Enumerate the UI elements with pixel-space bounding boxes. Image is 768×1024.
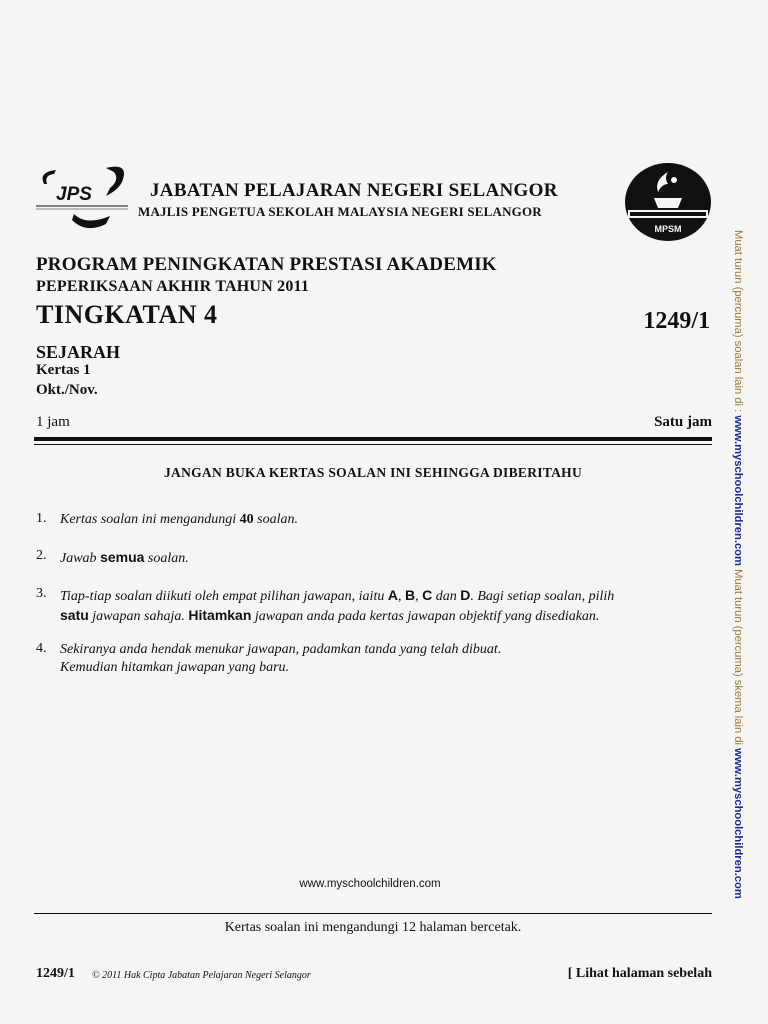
side-text: Muat turun (percuma) soalan lain di :	[732, 230, 744, 416]
instruction-number: 4.	[36, 641, 47, 656]
paper-number: Kertas 1	[36, 362, 91, 378]
instruction-number: 1.	[36, 511, 47, 526]
instruction-2	[36, 548, 189, 568]
instruction-text: Kemudian hitamkan jawapan yang baru.	[60, 660, 290, 675]
option-c: C	[422, 587, 433, 603]
program-title: PROGRAM PENINGKATAN PRESTASI AKADEMIK	[36, 254, 497, 275]
option-a: A	[387, 587, 398, 603]
instruction-bold: 40	[239, 512, 254, 527]
instruction-text: ,	[397, 589, 405, 604]
instruction-text: soalan.	[253, 512, 299, 527]
next-page-note: [ Lihat halaman sebelah	[567, 966, 712, 981]
form-level: TINGKATAN 4	[36, 300, 218, 329]
duration-short: 1 jam	[36, 414, 70, 430]
side-link[interactable]: www.myschoolchildren.com	[732, 415, 744, 566]
option-b: B	[404, 587, 416, 603]
instruction-text: Kertas soalan ini mengandungi	[60, 512, 240, 527]
page-count: Kertas soalan ini mengandungi 12 halaman bercetak.	[224, 920, 522, 935]
department-title: JABATAN PELAJARAN NEGERI SELANGOR	[150, 180, 558, 201]
instruction-text: Sekiranya anda hendak menukar jawapan, padamkan tanda yang telah dibuat.	[60, 642, 502, 657]
exam-name: PEPERIKSAAN AKHIR TAHUN 2011	[36, 278, 310, 295]
instruction-text: Tiap-tiap soalan diikuti oleh empat pilihan jawapan, iaitu	[60, 589, 388, 604]
warning-notice: JANGAN BUKA KERTAS SOALAN INI SEHINGGA DIBERITAHU	[163, 465, 583, 480]
instruction-text: soalan.	[144, 551, 189, 566]
instruction-number: 2.	[36, 548, 47, 563]
footer-divider	[34, 913, 712, 914]
exam-month: Okt./Nov.	[36, 382, 98, 398]
instruction-text: jawapan sahaja.	[88, 609, 189, 624]
instruction-text: . Bagi setiap soalan, pilih	[470, 589, 615, 604]
option-d: D	[460, 587, 471, 603]
jps-logo-text: JPS	[56, 184, 92, 205]
divider-thick	[34, 437, 712, 441]
instruction-4	[36, 641, 501, 677]
mpsm-seal	[624, 162, 712, 242]
website-link[interactable]: www.myschoolchildren.com	[299, 878, 441, 890]
instruction-bold: semua	[100, 549, 145, 565]
side-link[interactable]: www.myschoolchildren.com	[732, 748, 744, 899]
divider-thin	[34, 444, 712, 445]
paper-code: 1249/1	[643, 308, 710, 334]
council-subtitle: MAJLIS PENGETUA SEKOLAH MALAYSIA NEGERI SELANGOR	[138, 204, 542, 219]
instruction-text: Jawab	[60, 551, 101, 566]
duration-long: Satu jam	[654, 414, 712, 430]
instruction-text: jawapan anda pada kertas jawapan objektif yang disediakan.	[251, 609, 600, 624]
footer-code: 1249/1	[36, 966, 75, 981]
copyright: © 2011 Hak Cipta Jabatan Pelajaran Negeri Selangor	[92, 970, 311, 981]
seal-text: MPSM	[654, 224, 682, 234]
instruction-text: ,	[415, 589, 423, 604]
instruction-text: dan	[432, 589, 461, 604]
instruction-3	[36, 586, 614, 626]
side-download-note	[728, 230, 748, 950]
jps-logo	[34, 162, 130, 234]
instruction-1	[36, 511, 298, 529]
instruction-number: 3.	[36, 586, 47, 601]
side-text: Muat turun (percuma) skema lain di	[732, 565, 744, 749]
instruction-bold: Hitamkan	[188, 607, 252, 623]
instruction-bold: satu	[60, 607, 89, 623]
subject: SEJARAH	[36, 342, 121, 362]
